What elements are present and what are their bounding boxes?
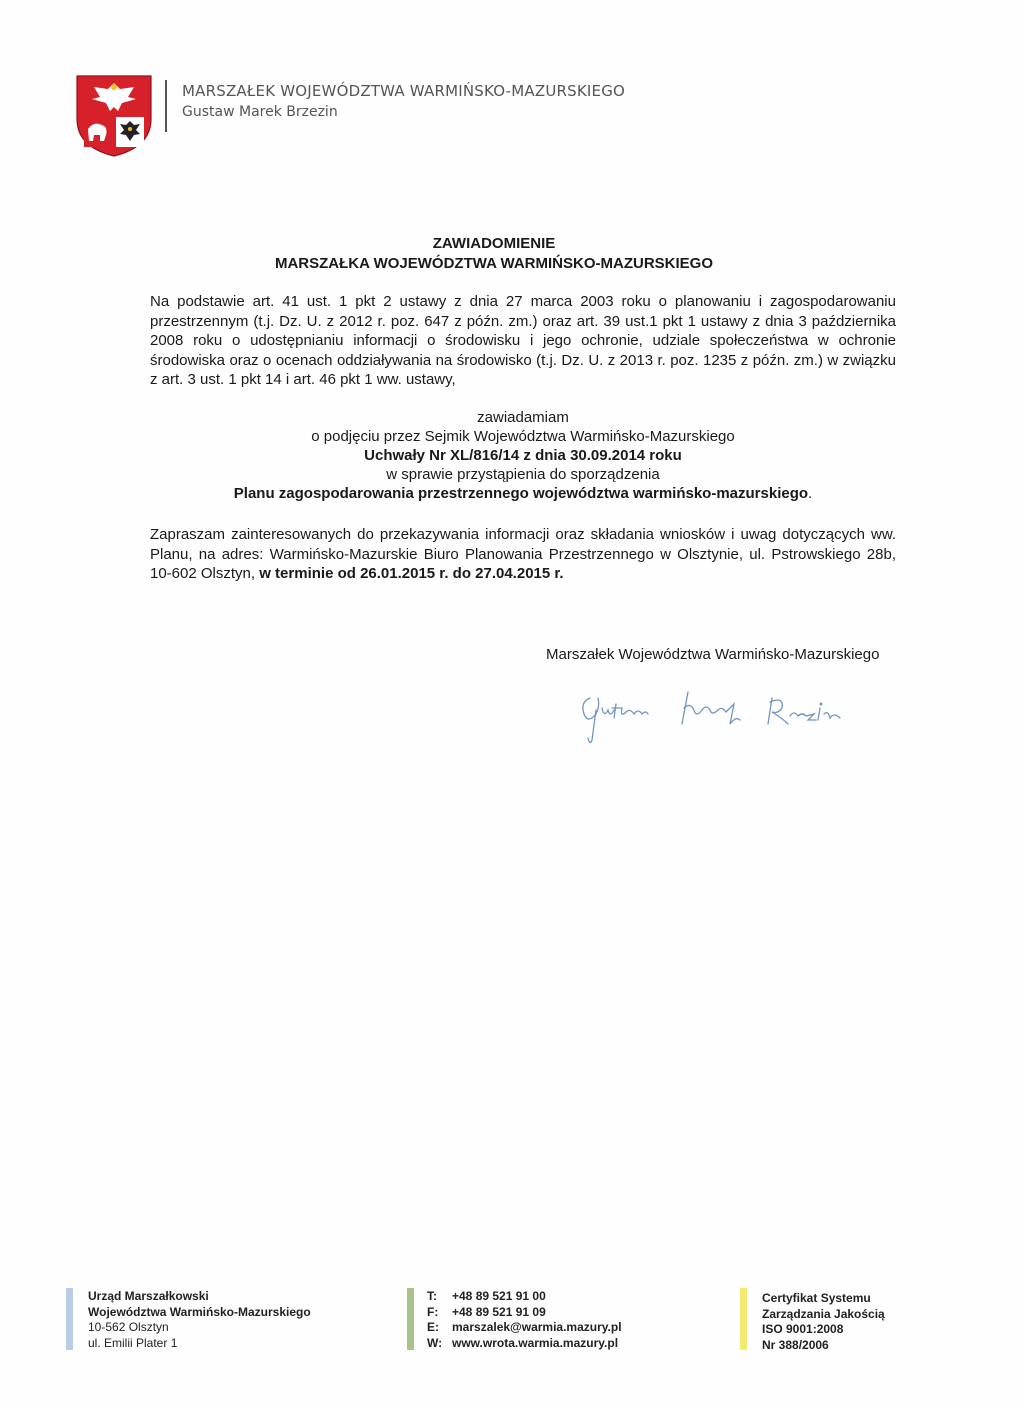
contact-email-key: E:	[427, 1320, 439, 1334]
center-line-adoption: o podjęciu przez Sejmik Województwa Warmińsko-Mazurskiego	[311, 428, 735, 445]
footer-accent-blue	[66, 1288, 73, 1350]
footer-accent-yellow	[740, 1288, 747, 1350]
notice-subtitle: MARSZAŁKA WOJEWÓDZTWA WARMIŃSKO-MAZURSKIEGO	[274, 255, 714, 272]
contact-web-key: W:	[427, 1335, 443, 1350]
header-name: Gustaw Marek Brzezin	[182, 104, 338, 120]
footer-postcode: 10-562 Olsztyn	[88, 1320, 169, 1334]
legal-basis-paragraph: Na podstawie art. 41 ust. 1 pkt 2 ustawy z dnia 27 marca 2003 roku o planowaniu i zagospodarowaniu przestrzennym (t.j. Dz. U. z 2012 r. poz. 647 z późn. zm.) oraz art. 39 ust.1 pkt 1 ustawy z dnia 3 października 2008 roku o udostępnianiu informacji o środowisku i jego ochronie, udziale społeczeństwa w ochronie środowiska oraz o ocenach oddziaływania na środowisko (t.j. Dz. U. z 2013 r. poz. 1235 z późn. zm.) w związku z art. 3 ust. 1 pkt 14 i art. 46 pkt 1 ww. ustawy,	[150, 293, 896, 388]
footer-street: ul. Emilii Plater 1	[88, 1335, 178, 1350]
contact-fax-value: +48 89 521 91 09	[452, 1304, 546, 1319]
resolution-number: Uchwały Nr XL/816/14 z dnia 30.09.2014 roku	[364, 447, 682, 464]
contact-phone-key: T:	[427, 1289, 437, 1303]
footer-contact	[427, 1289, 622, 1351]
contact-phone-value[interactable]: +48 89 521 91 00	[452, 1289, 546, 1303]
footer-certificate	[762, 1291, 885, 1353]
contact-web-value[interactable]: www.wrota.warmia.mazury.pl	[452, 1335, 619, 1350]
footer-office-region: Województwa Warmińsko-Mazurskiego	[88, 1304, 311, 1319]
center-line-matter: w sprawie przystąpienia do sporządzenia	[386, 466, 660, 483]
header-divider	[165, 80, 167, 132]
coat-of-arms-icon	[76, 75, 152, 157]
resolution-block	[150, 408, 896, 503]
invitation-paragraph	[150, 525, 896, 584]
contact-phone	[427, 1289, 622, 1305]
cert-line-4: Nr 388/2006	[762, 1337, 829, 1352]
contact-fax	[427, 1305, 622, 1321]
cert-line-2: Zarządzania Jakością	[762, 1306, 885, 1321]
contact-web	[427, 1336, 622, 1352]
footer-accent-green	[407, 1288, 414, 1350]
closing-signatory: Marszałek Województwa Warmińsko-Mazurskiego	[546, 646, 880, 663]
contact-email-value[interactable]: marszalek@warmia.mazury.pl	[452, 1320, 622, 1334]
center-line-notify: zawiadamiam	[477, 409, 569, 426]
submission-deadline: w terminie od 26.01.2015 r. do 27.04.2015 r.	[259, 565, 564, 582]
notice-title: ZAWIADOMIENIE	[432, 235, 556, 252]
contact-fax-key: F:	[427, 1304, 439, 1319]
cert-line-3: ISO 9001:2008	[762, 1322, 844, 1336]
plan-title-period: .	[808, 485, 813, 502]
footer-office-name: Urząd Marszałkowski	[88, 1289, 209, 1303]
header-title: MARSZAŁEK WOJEWÓDZTWA WARMIŃSKO-MAZURSKIEGO	[182, 82, 626, 100]
invitation-text: Zapraszam zainteresowanych do przekazywania informacji oraz składania wniosków i uwag dotyczących ww. Planu, na adres: Warmińsko-Mazurskie Biuro Planowania Przestrzennego w Olsztynie, ul. Pstrowskiego 28b, 10-602 Olsztyn,	[150, 526, 896, 582]
cert-line-1: Certyfikat Systemu	[762, 1291, 871, 1305]
footer-address	[88, 1289, 311, 1351]
contact-email	[427, 1320, 622, 1336]
handwritten-signature	[578, 680, 868, 750]
plan-title: Planu zagospodarowania przestrzennego województwa warmińsko-mazurskiego	[233, 485, 809, 502]
